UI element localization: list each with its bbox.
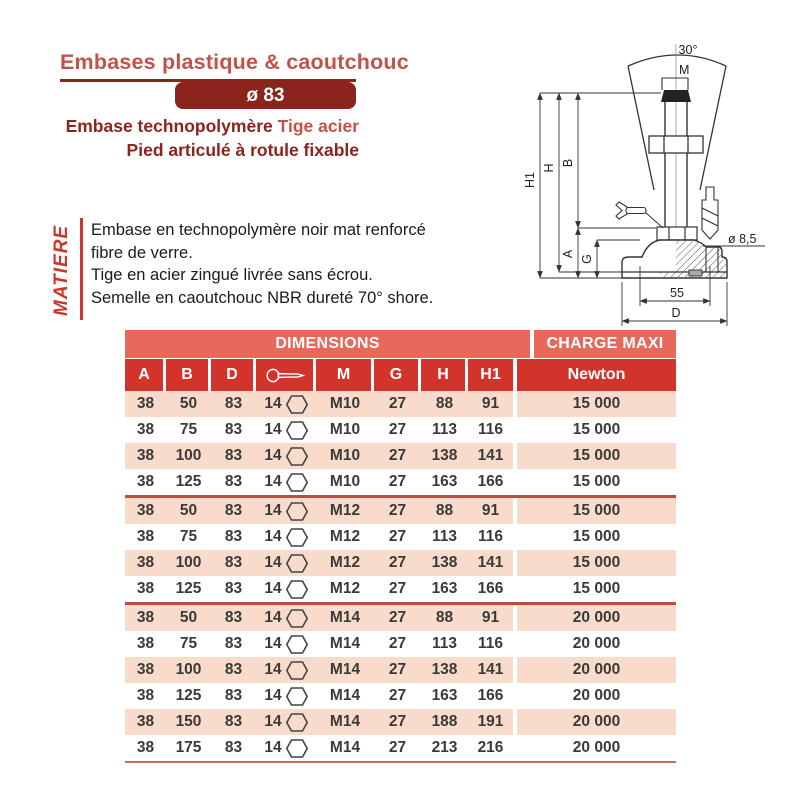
table-cell: 166 [477,473,504,490]
table-cell: 14 [256,605,316,631]
table-cell: 38 [125,605,166,631]
angle-label: 30° [678,43,698,57]
hex-nut-icon [286,580,308,599]
table-cell: 216 [477,739,504,756]
table-cell: 88 [421,391,468,417]
table-cell: 20 000 [572,687,621,704]
table-cell: 116 [477,635,503,652]
table-cell: 83 [211,391,256,417]
table-cell: 83 [224,635,243,652]
table-cell: 27 [374,657,421,683]
table-cell: M10 [316,443,374,469]
table-cell: 38 [125,550,166,576]
table-cell: 27 [388,421,407,438]
table-cell: M14 [316,657,374,683]
table-cell: 175 [175,739,202,756]
table-cell: 27 [374,443,421,469]
table-cell: 27 [388,687,407,704]
hex-nut-icon [286,687,308,706]
hex-nut-icon [286,661,308,680]
table-cell: 38 [136,687,155,704]
wrench-icon [265,368,305,383]
table-cell: 100 [166,550,211,576]
table-cell: 38 [136,739,155,756]
dimensions-table [125,330,676,763]
page-title: Embases plastique & caoutchouc [60,50,409,74]
table-cell: 14 [256,417,316,443]
table-cell: 38 [125,709,166,735]
hex-nut-icon [286,421,308,440]
material-description [91,219,491,309]
table-cell: 50 [166,391,211,417]
table-cell: 15 000 [572,421,621,438]
table-cell: 83 [211,709,256,735]
table-cell: 27 [374,709,421,735]
table-cell: 27 [374,550,421,576]
table-cell: 166 [477,687,504,704]
hex-nut-icon [286,635,308,654]
diameter-badge: ø 83 [175,82,356,109]
table-cell: 14 [256,469,316,495]
table-cell: 27 [374,498,421,524]
table-cell: M14 [329,739,361,756]
table-cell: 20 000 [572,635,621,652]
table-column-header [125,359,676,391]
material-divider-bar [80,218,83,320]
dim-label-h: H [542,163,556,173]
hex-nut-icon [286,502,308,521]
col-header-d: D [211,359,256,391]
table-cell: 113 [431,528,457,545]
dim-label-a: A [561,249,575,259]
table-cell: 125 [175,580,202,597]
material-line: fibre de verre. [91,243,193,262]
dim-label-d: D [671,306,681,320]
dim-label-55: 55 [670,286,684,300]
table-cell: 38 [136,528,155,545]
table-cell: 116 [477,528,503,545]
hex-nut [649,136,703,153]
table-cell: 27 [388,739,407,756]
hex-nut-icon [286,739,308,758]
col-header-m: M [316,359,374,391]
table-cell: 125 [175,687,202,704]
table-cell: 38 [125,657,166,683]
table-cell: M14 [316,605,374,631]
table-cell: 15 000 [572,473,621,490]
table-cell: 141 [468,550,513,576]
table-cell: 15 000 [572,528,621,545]
table-cell: 27 [388,580,407,597]
sole-key [689,270,702,276]
section-header-dimensions: DIMENSIONS [125,330,530,358]
table-cell: 88 [421,605,468,631]
table-cell: 113 [431,421,457,438]
material-line: Tige en acier zingué livrée sans écrou. [91,266,373,284]
subtitle-accent: Tige acier [277,116,359,136]
hex-nut-icon [286,609,308,628]
subtitle-line-1: Embase technopolymère Tige acier [65,116,359,136]
table-row [125,498,676,524]
table-cell: 91 [468,498,513,524]
hex-nut-icon [286,528,308,547]
table-cell: 15 000 [517,498,676,524]
thread-callout [662,78,688,90]
table-cell: M14 [316,709,374,735]
table-row [125,631,676,657]
table-cell: 27 [374,605,421,631]
table-row [125,550,676,576]
table-cell: 188 [421,709,468,735]
table-row [125,417,676,443]
table-cell: 88 [421,498,468,524]
table-cell: 83 [224,473,243,490]
table-cell: M12 [316,498,374,524]
table-cell: 38 [136,580,155,597]
table-row [125,735,676,761]
dim-label-h1: H1 [523,172,537,188]
thread-label: M [679,63,690,77]
table-cell: 50 [166,605,211,631]
table-cell: 27 [388,473,407,490]
table-cell: 38 [136,473,155,490]
col-header-wrench [256,359,316,391]
material-line: Semelle en caoutchouc NBR dureté 70° shore. [91,288,434,307]
technical-drawing [515,33,795,333]
table-cell: 14 [256,524,316,550]
table-cell: 14 [256,683,316,709]
swing-angle-fan [628,55,726,190]
hex-nut-icon [286,554,308,573]
table-cell: 75 [179,528,198,545]
table-cell: 125 [175,473,202,490]
table-cell: 27 [388,528,407,545]
col-header-h1: H1 [468,359,513,391]
col-header-b: B [166,359,211,391]
table-cell: 50 [166,498,211,524]
table-cell: 15 000 [572,580,621,597]
hex-nut-icon [286,473,308,492]
table-cell: 83 [211,498,256,524]
table-row [125,657,676,683]
table-cell: 138 [421,657,468,683]
table-cell: 20 000 [572,739,621,756]
table-cell: 83 [224,580,243,597]
table-row [125,709,676,735]
dimension-lines [540,93,661,278]
table-cell: 91 [468,391,513,417]
table-cell: 83 [224,528,243,545]
table-cell: 150 [166,709,211,735]
table-cell: 38 [125,443,166,469]
table-cell: 38 [125,391,166,417]
material-section-label: MATIERE [51,224,72,316]
table-section-header [125,330,676,358]
table-cell: 163 [431,580,458,597]
table-cell: 15 000 [517,550,676,576]
rod-cap [661,90,691,102]
table-cell: 20 000 [517,605,676,631]
table-cell: 83 [224,739,243,756]
table-cell: 38 [125,498,166,524]
table-row [125,576,676,605]
table-body [125,391,676,763]
hex-nut-icon [286,447,308,466]
table-row [125,524,676,550]
table-cell: 83 [224,421,243,438]
section-header-charge: CHARGE MAXI [534,330,676,358]
table-cell: 38 [136,421,155,438]
table-cell: 38 [136,635,155,652]
table-cell: 14 [256,709,316,735]
table-cell: 83 [224,687,243,704]
table-cell: 138 [421,550,468,576]
col-header-newton: Newton [517,359,676,391]
table-cell: M14 [329,635,361,652]
table-cell: 163 [431,473,458,490]
table-cell: M10 [316,391,374,417]
table-row [125,443,676,469]
table-cell: 116 [477,421,503,438]
table-cell: 138 [421,443,468,469]
table-cell: 141 [468,443,513,469]
foot-section-hatch [676,240,727,272]
table-cell: 14 [256,443,316,469]
table-cell: 20 000 [517,657,676,683]
hole-diameter-label: ø 8,5 [728,232,757,246]
material-line: Embase en technopolymère noir mat renforcé [91,221,426,239]
table-cell: 14 [256,498,316,524]
hex-nut-icon [286,713,308,732]
table-cell: 15 000 [517,391,676,417]
table-cell: 14 [256,576,316,602]
col-header-h: H [421,359,468,391]
table-cell: 75 [179,421,198,438]
col-header-a: A [125,359,166,391]
table-cell: M10 [329,421,361,438]
table-cell: 14 [256,657,316,683]
table-cell: 191 [468,709,513,735]
table-row [125,391,676,417]
table-cell: 75 [179,635,198,652]
table-cell: 20 000 [517,709,676,735]
dim-label-g: G [580,254,594,264]
wrench-icon [616,202,663,228]
table-cell: 27 [388,635,407,652]
table-cell: 15 000 [517,443,676,469]
table-cell: 14 [256,631,316,657]
table-cell: 27 [374,391,421,417]
table-cell: 83 [211,550,256,576]
table-cell: 91 [468,605,513,631]
hex-nut-icon [286,395,308,414]
table-cell: 83 [211,443,256,469]
table-cell: 166 [477,580,504,597]
product-subtitle [57,115,359,162]
table-cell: 14 [256,391,316,417]
table-cell: 14 [256,735,316,761]
table-cell: M12 [329,528,361,545]
col-header-g: G [374,359,421,391]
table-cell: M14 [329,687,361,704]
table-cell: 100 [166,657,211,683]
table-cell: 213 [431,739,458,756]
table-row [125,469,676,498]
table-cell: 113 [431,635,457,652]
subtitle-line-2: Pied articulé à rotule fixable [126,139,359,160]
drill-bit-icon [702,187,718,239]
table-cell: 14 [256,550,316,576]
table-cell: 141 [468,657,513,683]
table-cell: M10 [329,473,361,490]
dim-label-b: B [561,158,575,168]
table-cell: 163 [431,687,458,704]
table-cell: 100 [166,443,211,469]
lock-nut [657,227,697,240]
table-cell: 83 [211,657,256,683]
table-cell: M12 [316,550,374,576]
table-cell: M12 [329,580,361,597]
table-row [125,683,676,709]
table-row [125,605,676,631]
table-cell: 83 [211,605,256,631]
